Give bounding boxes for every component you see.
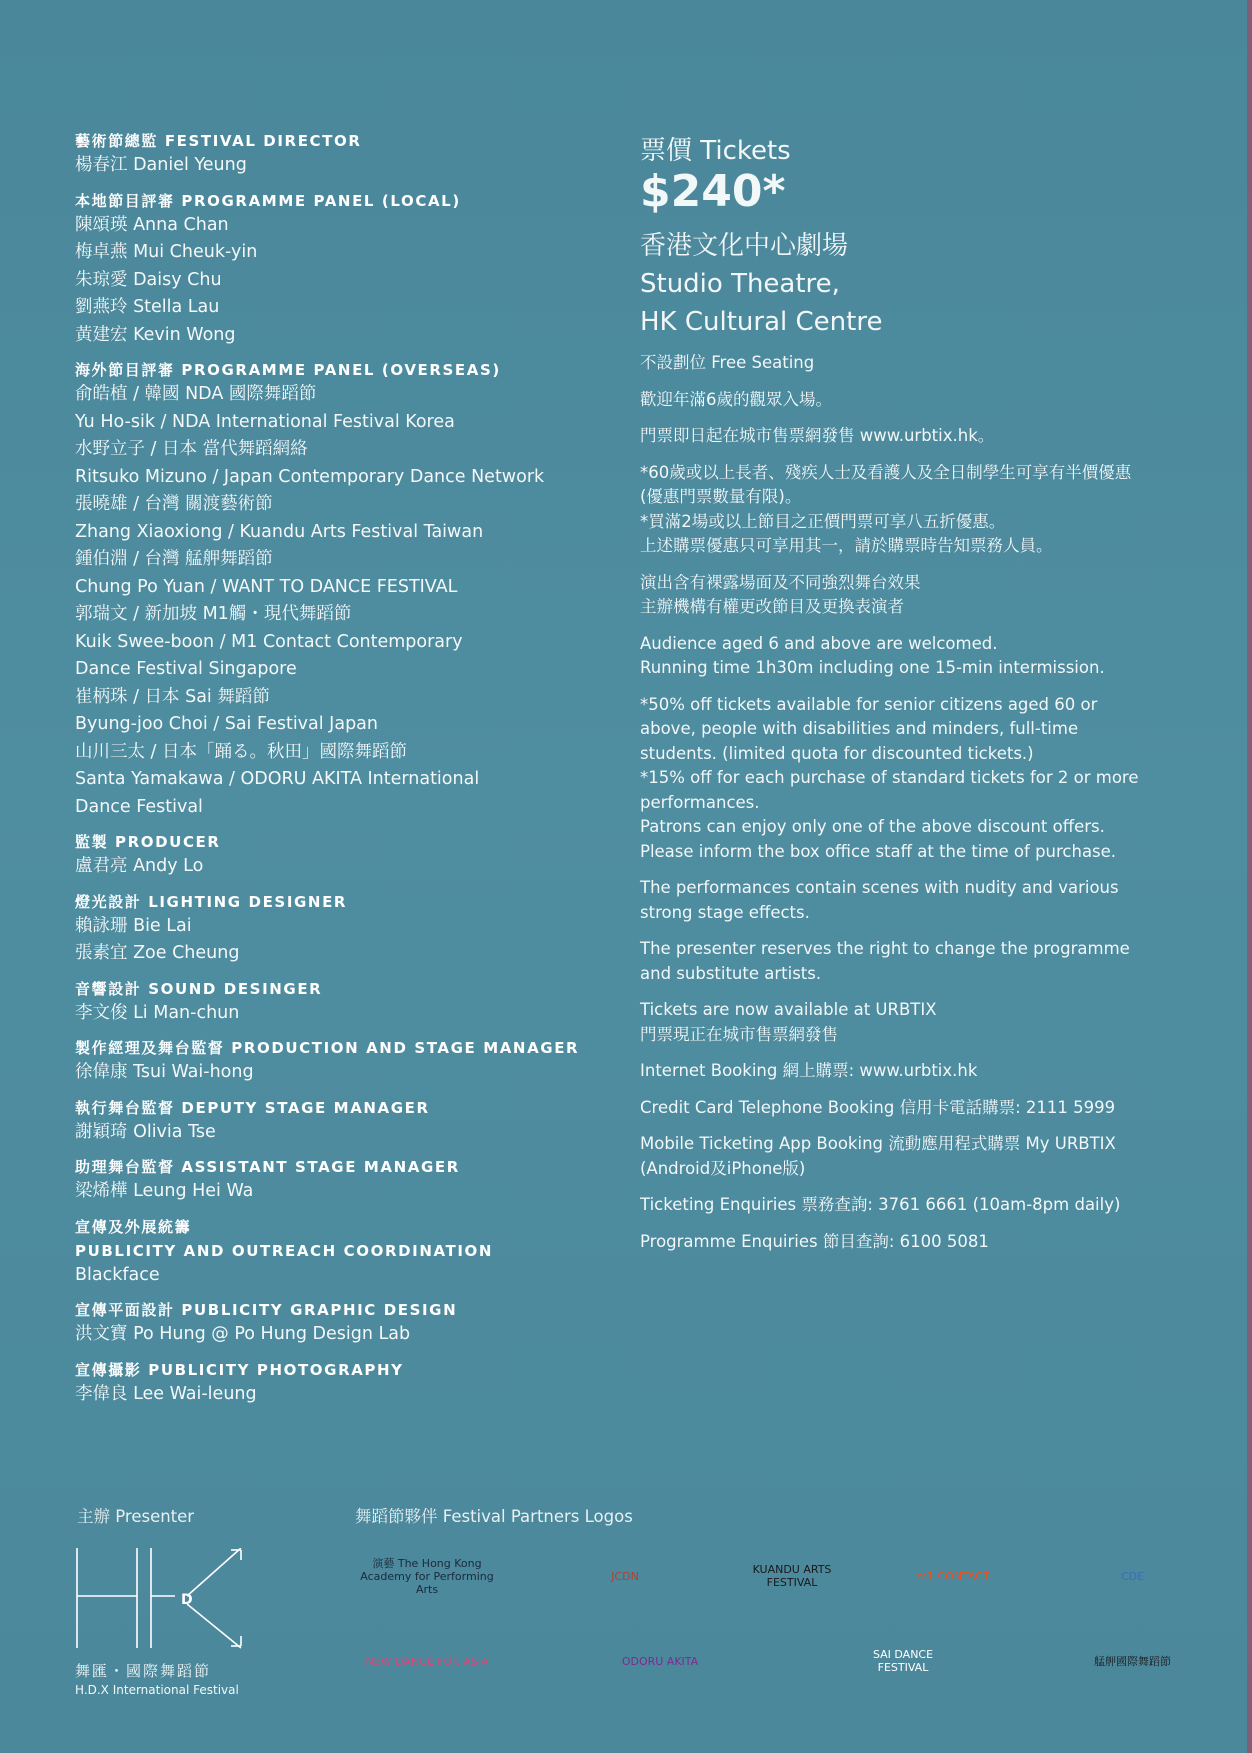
credit-block [75, 831, 635, 881]
credit-name: 鍾伯淵 / 台灣 艋舺舞蹈節 [75, 549, 273, 569]
info-line: 上述購票優惠只可享用其一，請於購票時告知票務人員。 [640, 536, 1053, 555]
credit-name: 李文俊 Li Man-chun [75, 1002, 240, 1023]
cde-logo: CDE [1120, 1569, 1145, 1583]
info-line: 主辦機構有權更改節目及更換表演者 [640, 597, 904, 616]
info-paragraph [640, 1096, 1180, 1121]
info-line: Mobile Ticketing App Booking 流動應用程式購票 My URBTIX [640, 1134, 1116, 1153]
credit-role: 宣傳平面設計 PUBLICITY GRAPHIC DESIGN [75, 1301, 458, 1319]
credit-name: 賴詠珊 Bie Lai [75, 915, 192, 936]
credit-name: Dance Festival [75, 796, 203, 817]
hkapa-logo: 演藝 The Hong Kong Academy for Performing Arts [360, 1556, 494, 1596]
credit-block [75, 359, 635, 821]
kuandu-logo: KUANDU ARTS FESTIVAL [752, 1563, 832, 1589]
info-line: *50% off tickets available for senior citizens aged 60 or [640, 694, 1098, 714]
credit-block [75, 978, 635, 1028]
credit-role: 本地節目評審 PROGRAMME PANEL (LOCAL) [75, 191, 461, 210]
credit-name: 崔柄珠 / 日本 Sai 舞蹈節 [75, 686, 270, 707]
odoru-akita-logo: ODORU AKITA [621, 1654, 699, 1668]
credit-name: 山川三太 / 日本「踊る。秋田」國際舞蹈節 [75, 741, 408, 762]
credit-role: 製作經理及舞台監督 PRODUCTION AND STAGE MANAGER [75, 1039, 580, 1057]
credit-block [75, 1359, 635, 1409]
credit-name: 洪文寶 Po Hung @ Po Hung Design Lab [75, 1324, 411, 1344]
info-line: Programme Enquiries 節目查詢: 6100 5081 [640, 1231, 989, 1251]
credit-name: 徐偉康 Tsui Wai-hong [75, 1062, 254, 1082]
sai-logo: SAI DANCE FESTIVAL [872, 1648, 934, 1674]
credit-block [75, 1097, 635, 1147]
info-line: *買滿2場或以上節目之正價門票可享八五折優惠。 [640, 511, 1006, 531]
info-line: (優惠門票數量有限)。 [640, 487, 802, 506]
info-line: and substitute artists. [640, 963, 822, 983]
credit-name: Ritsuko Mizuno / Japan Contemporary Dance Network [75, 466, 545, 487]
credit-name: 李偉良 Lee Wai-leung [75, 1383, 257, 1404]
credit-name: Blackface [75, 1264, 160, 1285]
credit-role: 宣傳攝影 PUBLICITY PHOTOGRAPHY [75, 1360, 404, 1379]
info-paragraph [640, 351, 1180, 376]
info-paragraph [640, 1193, 1180, 1218]
info-paragraph [640, 1059, 1180, 1084]
credit-name: Kuik Swee-boon / M1 Contact Contemporary [75, 631, 463, 652]
credit-name: Chung Po Yuan / WANT TO DANCE FESTIVAL [75, 576, 458, 597]
info-paragraph [640, 632, 1180, 681]
credits-column [75, 130, 635, 1418]
credit-name: 劉燕玲 Stella Lau [75, 297, 220, 317]
info-paragraphs [640, 351, 1180, 1254]
venue [640, 227, 1180, 341]
info-line: *15% off for each purchase of standard tickets for 2 or more [640, 768, 1139, 787]
presenter-label: 主辦 Presenter [77, 1507, 195, 1526]
credit-role: 宣傳及外展統籌 [75, 1217, 192, 1236]
info-paragraph [640, 876, 1180, 925]
venue-name-zh: 香港文化中心劇場 [640, 231, 849, 261]
info-line: Patrons can enjoy only one of the above discount offers. [640, 817, 1105, 836]
credit-block [75, 130, 635, 180]
nda-logo: NEW DANCE FOR ASIA [365, 1654, 489, 1668]
hdx-mark-icon [75, 1548, 245, 1650]
credit-name: Yu Ho-sik / NDA International Festival Korea [75, 411, 455, 432]
info-line: (Android及iPhone版) [640, 1158, 806, 1178]
credit-block [75, 1216, 635, 1238]
credit-role: 音響設計 SOUND DESINGER [75, 979, 323, 998]
info-line: strong stage effects. [640, 902, 810, 922]
credit-name: 黃建宏 Kevin Wong [75, 324, 236, 345]
page-edge [1247, 0, 1252, 1753]
info-line: 不設劃位 Free Seating [640, 353, 815, 372]
info-line: 歡迎年滿6歲的觀眾入場。 [640, 389, 832, 409]
hdx-logo-zh: 舞匯・國際舞蹈節 [75, 1662, 212, 1680]
venue-name-en-line1: Studio Theatre, [640, 269, 840, 299]
credit-role: PUBLICITY AND OUTREACH COORDINATION [75, 1241, 494, 1260]
info-paragraph [640, 693, 1180, 865]
credit-name: Zhang Xiaoxiong / Kuandu Arts Festival Taiwan [75, 521, 484, 542]
credit-block [75, 1037, 635, 1087]
info-line: Please inform the box office staff at the time of purchase. [640, 841, 1117, 861]
credit-name: 俞皓植 / 韓國 NDA 國際舞蹈節 [75, 384, 317, 404]
credit-name: Dance Festival Singapore [75, 659, 297, 679]
ticket-price: $240* [640, 166, 786, 217]
credit-name: 梁烯樺 Leung Hei Wa [75, 1181, 254, 1201]
credit-name: Santa Yamakawa / ODORU AKITA International [75, 769, 480, 789]
credit-name: 楊春江 Daniel Yeung [75, 155, 247, 175]
credit-name: 水野立子 / 日本 當代舞蹈網絡 [75, 439, 308, 459]
credit-name: 梅卓燕 Mui Cheuk-yin [75, 242, 258, 262]
credit-block [75, 1240, 635, 1290]
partners-label: 舞蹈節夥伴 Festival Partners Logos [355, 1507, 633, 1526]
ticket-info-column [640, 135, 1180, 1266]
info-paragraph [640, 1230, 1180, 1255]
jcdn-logo: JCDN [611, 1569, 639, 1583]
credit-block [75, 190, 635, 350]
info-line: Running time 1h30m including one 15-min intermission. [640, 658, 1105, 677]
info-paragraph [640, 461, 1180, 559]
credit-name: 陳頌瑛 Anna Chan [75, 214, 229, 235]
credit-block [75, 891, 635, 968]
svg-text:D: D [181, 1592, 193, 1608]
info-line: 門票現正在城市售票網發售 [640, 1024, 838, 1044]
info-paragraph [640, 998, 1180, 1047]
hdx-logo-en: H.D.X International Festival [75, 1683, 239, 1697]
credit-role: 海外節目評審 PROGRAMME PANEL (OVERSEAS) [75, 361, 501, 379]
credit-block [75, 1156, 635, 1206]
info-line: *60歲或以上長者、殘疾人士及看護人及全日制學生可享有半價優惠 [640, 462, 1132, 482]
tickets-label: 票價 Tickets [640, 136, 791, 166]
credit-role: 監製 PRODUCER [75, 833, 221, 851]
credit-name: 盧君亮 Andy Lo [75, 856, 204, 876]
info-paragraph [640, 937, 1180, 986]
credit-name: 郭瑞文 / 新加坡 M1觸・現代舞蹈節 [75, 604, 352, 624]
credit-block [75, 1299, 635, 1349]
want-to-dance-logo: 艋舺國際舞蹈節 [1094, 1654, 1171, 1668]
credit-role: 助理舞台監督 ASSISTANT STAGE MANAGER [75, 1158, 460, 1176]
credit-name: 謝穎琦 Olivia Tse [75, 1121, 216, 1142]
info-paragraph [640, 388, 1180, 413]
credit-name: 張曉雄 / 台灣 關渡藝術節 [75, 494, 273, 514]
info-line: 門票即日起在城市售票網發售 www.urbtix.hk。 [640, 426, 995, 445]
info-paragraph [640, 1132, 1180, 1181]
info-line: performances. [640, 792, 760, 812]
info-line: 演出含有裸露場面及不同強烈舞台效果 [640, 572, 921, 592]
credit-name: 朱琼愛 Daisy Chu [75, 269, 222, 290]
credit-role: 執行舞台監督 DEPUTY STAGE MANAGER [75, 1098, 430, 1117]
info-line: Internet Booking 網上購票: www.urbtix.hk [640, 1061, 978, 1080]
info-line: Audience aged 6 and above are welcomed. [640, 633, 998, 653]
hdx-logo [75, 1548, 245, 1697]
info-line: above, people with disabilities and minders, full-time [640, 719, 1079, 738]
credit-role: 燈光設計 LIGHTING DESIGNER [75, 892, 348, 911]
info-paragraph [640, 424, 1180, 449]
info-line: The presenter reserves the right to change the programme [640, 939, 1130, 958]
credit-name: Byung-joo Choi / Sai Festival Japan [75, 714, 378, 734]
info-line: Tickets are now available at URBTIX [640, 1000, 937, 1019]
info-line: Ticketing Enquiries 票務查詢: 3761 6661 (10am-8pm daily) [640, 1195, 1121, 1214]
info-line: Credit Card Telephone Booking 信用卡電話購票: 2111 5999 [640, 1097, 1116, 1117]
info-line: The performances contain scenes with nudity and various [640, 878, 1119, 897]
info-paragraph [640, 571, 1180, 620]
m1-contact-logo: m1 CONTACT [916, 1569, 990, 1583]
credit-role: 藝術節總監 FESTIVAL DIRECTOR [75, 132, 362, 150]
venue-name-en-line2: HK Cultural Centre [640, 307, 883, 337]
credit-name: 張素宜 Zoe Cheung [75, 943, 240, 963]
info-line: students. (limited quota for discounted tickets.) [640, 743, 1034, 763]
